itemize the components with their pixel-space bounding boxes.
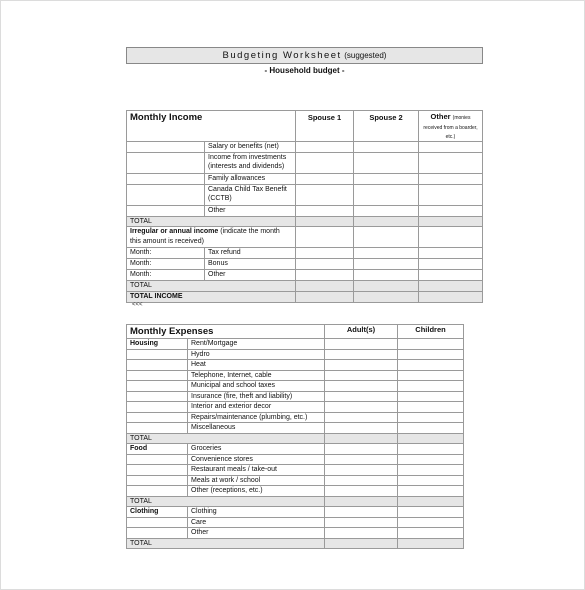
income-row — [127, 173, 483, 184]
income-header-row — [127, 111, 483, 142]
col-other — [419, 111, 483, 142]
income-header: Monthly Income — [127, 111, 296, 142]
income-total-row — [127, 216, 483, 227]
clothing-total-row — [127, 538, 464, 549]
month-label: Month: — [127, 270, 205, 281]
expenses-header: Monthly Expenses — [127, 325, 325, 339]
worksheet-title — [126, 47, 483, 64]
expense-item: Repairs/maintenance (plumbing, etc.) — [188, 412, 325, 423]
expense-row — [127, 391, 464, 402]
irregular-income-label — [127, 227, 296, 248]
irregular-total-row — [127, 281, 483, 292]
irregular-income-note: (indicate the month this amount is received) — [130, 228, 280, 245]
col-spouse2: Spouse 2 — [354, 111, 419, 142]
expense-item: Hydro — [188, 349, 325, 360]
income-row — [127, 152, 483, 173]
expense-row — [127, 412, 464, 423]
title-main: Budgeting Worksheet — [222, 50, 342, 61]
expense-item: Care — [188, 517, 325, 528]
housing-total-row — [127, 433, 464, 444]
title-suggested: (suggested) — [344, 51, 387, 60]
income-item: Income from investments (interests and dividends) — [205, 152, 296, 173]
expense-item: Convenience stores — [188, 454, 325, 465]
expense-row — [127, 423, 464, 434]
irregular-row — [127, 270, 483, 281]
expense-item: Interior and exterior decor — [188, 402, 325, 413]
income-row — [127, 141, 483, 152]
page-marker: <<< — [132, 302, 143, 308]
income-item: Other — [205, 205, 296, 216]
expense-item: Insurance (fire, theft and liability) — [188, 391, 325, 402]
month-label: Month: — [127, 259, 205, 270]
expenses-header-row — [127, 325, 464, 339]
food-total: TOTAL — [127, 496, 325, 507]
expense-item: Meals at work / school — [188, 475, 325, 486]
food-total-row — [127, 496, 464, 507]
total-income: TOTAL INCOME — [127, 291, 296, 302]
clothing-total: TOTAL — [127, 538, 325, 549]
group-housing: Housing — [127, 339, 188, 350]
income-item: Family allowances — [205, 173, 296, 184]
col-other-label: Other — [430, 112, 451, 121]
irregular-income-row — [127, 227, 483, 248]
month-label: Month: — [127, 248, 205, 259]
expense-row — [127, 517, 464, 528]
col-spouse1: Spouse 1 — [296, 111, 354, 142]
income-total: TOTAL — [127, 216, 296, 227]
expense-row — [127, 465, 464, 476]
expense-item: Restaurant meals / take-out — [188, 465, 325, 476]
expense-item: Other (receptions, etc.) — [188, 486, 325, 497]
expenses-table — [126, 324, 464, 549]
group-food: Food — [127, 444, 188, 455]
irregular-item: Tax refund — [205, 248, 296, 259]
income-row — [127, 205, 483, 216]
expense-row — [127, 402, 464, 413]
irregular-item: Bonus — [205, 259, 296, 270]
expense-row — [127, 381, 464, 392]
expense-row — [127, 507, 464, 518]
expense-item: Groceries — [188, 444, 325, 455]
worksheet-subtitle: - Household budget - — [264, 66, 345, 75]
income-item: Salary or benefits (net) — [205, 141, 296, 152]
col-children: Children — [398, 325, 464, 339]
expense-item: Miscellaneous — [188, 423, 325, 434]
income-table — [126, 110, 483, 303]
income-row — [127, 184, 483, 205]
irregular-total: TOTAL — [127, 281, 296, 292]
expense-row — [127, 528, 464, 539]
expense-row — [127, 349, 464, 360]
income-item: Canada Child Tax Benefit (CCTB) — [205, 184, 296, 205]
expense-row — [127, 454, 464, 465]
expense-item: Other — [188, 528, 325, 539]
irregular-income-bold: Irregular or annual income — [130, 228, 219, 235]
total-income-row — [127, 291, 483, 302]
expense-item: Rent/Mortgage — [188, 339, 325, 350]
expense-row — [127, 360, 464, 371]
expense-row — [127, 486, 464, 497]
expense-item: Telephone, Internet, cable — [188, 370, 325, 381]
expense-row — [127, 444, 464, 455]
expense-row — [127, 475, 464, 486]
irregular-row — [127, 259, 483, 270]
group-clothing: Clothing — [127, 507, 188, 518]
expense-item: Municipal and school taxes — [188, 381, 325, 392]
expense-item: Heat — [188, 360, 325, 371]
col-adults: Adult(s) — [325, 325, 398, 339]
col-other-note: (monies received from a boarder, etc.) — [423, 115, 478, 140]
housing-total: TOTAL — [127, 433, 325, 444]
expense-row — [127, 370, 464, 381]
expense-row — [127, 339, 464, 350]
irregular-row — [127, 248, 483, 259]
expense-item: Clothing — [188, 507, 325, 518]
irregular-item: Other — [205, 270, 296, 281]
